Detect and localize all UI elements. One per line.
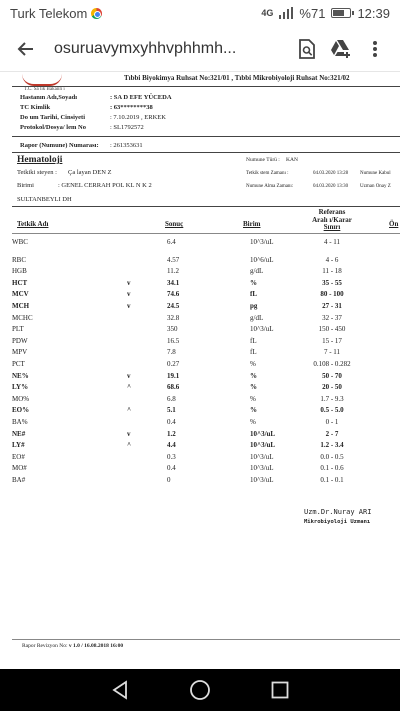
col-header-ref [298,209,366,232]
result-value: 7.8 [167,348,176,357]
table-row [12,325,400,337]
revision-value: v 1.0 / 16.08.2018 16:00 [68,643,124,649]
test-name: HCT [12,278,28,287]
divider [12,86,400,87]
result-unit: 10^3/uL [250,476,274,484]
battery-icon [331,8,351,18]
result-value: 68.6 [167,383,180,392]
test-name: MCH [12,302,30,310]
table-row [12,383,400,395]
test-name: HGB [12,267,27,276]
result-value: 34.1 [167,278,180,287]
table-row [12,290,400,302]
table-row [12,441,400,453]
test-name: MCV [12,290,29,299]
table-row [12,348,400,360]
sample-type-value: KAN [286,157,298,163]
result-flag: ^ [127,406,132,415]
reference-range: 150 - 450 [318,325,346,334]
carrier-area [10,6,261,21]
nav-home-icon [189,679,211,701]
result-value: 0.4 [167,464,176,473]
result-value: 19.1 [167,371,180,380]
patient-field-value: : 63********38 [110,104,153,111]
col-header-result: Sonuç [165,220,184,228]
unit-value: : GENEL CERRAH POL KL N K 2 [58,182,152,189]
result-unit: % [250,383,257,392]
test-name: RBC [12,255,27,264]
table-row [12,238,400,250]
ministry-name: T.C. Sa lık Bakanlı ı [24,87,65,92]
collect-time-label: Numune Alma Zamanı: [246,184,294,189]
reference-range: 0 - 1 [325,418,339,426]
result-unit: 10^3/uL [250,452,274,461]
reference-range: 15 - 17 [322,336,342,345]
table-row [12,267,400,279]
divider [12,639,400,640]
add-to-drive-icon [330,39,352,59]
col-header-name: Tetkik Adı [17,220,49,228]
result-unit: 10^3/uL [250,238,274,246]
patient-field-label: TC Kimlik [20,104,51,111]
nav-home-button[interactable] [180,670,220,710]
table-row [12,430,400,442]
reference-range: 20 - 50 [322,383,342,392]
ref-header-line1: Referans [318,208,346,216]
result-flag: v [127,278,131,287]
table-row [12,406,400,418]
result-unit: 10^3/uL [250,464,274,473]
col-header-extra: Ön [389,220,399,228]
back-button[interactable] [8,31,44,67]
patient-field-value: : SA D EFE YÜCEDA [110,94,172,101]
result-unit: g/dL [250,267,264,276]
patient-field-value: : 7.10.2019 , ERKEK [110,114,166,121]
result-unit: fL [250,348,257,357]
result-value: 32.8 [167,313,180,322]
result-value: 1.2 [167,429,176,438]
reference-range: 0.5 - 5.0 [320,406,344,415]
reference-range: 0.108 - 0.282 [313,360,351,368]
result-value: 4.57 [167,255,180,264]
status-right [261,6,390,21]
result-unit: 10^3/uL [250,325,274,334]
table-row [12,256,400,268]
app-toolbar [0,26,400,72]
divider [12,233,400,234]
table-row [12,302,400,314]
table-row [12,337,400,349]
test-name: LY# [12,441,25,450]
result-flag: v [127,302,131,310]
unit-location: SULTANBEYLI DH [17,196,72,203]
battery-fill [333,10,344,16]
report-no-label: Rapor (Numune) Numarası: [20,142,99,149]
sample-type-label: Numune Türü : [246,157,280,163]
reference-range: 0.1 - 0.1 [320,476,344,484]
test-name: LY% [12,383,29,392]
back-arrow-icon [16,39,36,59]
nav-back-button[interactable] [100,670,140,710]
nav-recents-button[interactable] [260,670,300,710]
request-time-value: 04.03.2020 13:28 [313,171,349,176]
result-value: 4.4 [167,441,176,450]
test-name: BA# [12,476,26,484]
reference-range: 4 - 11 [323,238,341,246]
result-value: 74.6 [167,290,180,299]
test-name: PLT [12,325,24,334]
revision-label: Rapor Revizyon No: [22,643,68,649]
result-unit: % [250,418,256,426]
patient-field-label: Do um Tarihi, Cinsiyeti [20,114,86,121]
result-flag: ^ [127,383,132,392]
result-unit: % [250,394,256,403]
result-unit: pg [250,302,258,310]
unit-label: Birimi [17,182,34,189]
document-url: osuruavymxyhhvphhmh... [54,39,237,57]
reference-range: 50 - 70 [322,371,342,380]
requester-value: Ça layan DEN Z [68,169,112,176]
result-value: 350 [167,325,178,334]
result-value: 5.1 [167,406,176,415]
search-in-page-icon [298,39,316,59]
result-value: 6.8 [167,394,176,403]
table-row [12,395,400,407]
test-name: MO% [12,394,30,403]
nav-back-icon [111,680,129,700]
search-in-page-button[interactable] [290,31,324,67]
reference-range: 80 - 100 [320,290,344,299]
sample-accept-label: Numune Kabul [360,171,391,176]
result-value: 16.5 [167,336,180,345]
test-name: PCT [12,360,25,368]
result-unit: fL [250,290,257,299]
result-unit: 10^3/uL [250,441,276,450]
signer-name: Uzm.Dr.Nuray ARI [304,508,372,516]
divider [12,136,400,137]
patient-field-label: Hastanın Adı,Soyadı [20,94,78,101]
reference-range: 32 - 37 [322,313,342,322]
test-name: NE# [12,429,26,438]
reference-range: 0.1 - 0.6 [320,464,344,473]
add-to-drive-button[interactable] [324,31,358,67]
reference-range: 1.7 - 9.3 [320,394,344,403]
ministry-logo [22,74,62,86]
result-flag: v [127,290,131,299]
table-row [12,418,400,430]
test-name: PDW [12,336,28,345]
request-time-label: Tetkik stem Zamanı : [246,171,289,176]
signal-icon [279,7,293,19]
more-options-button[interactable] [358,31,392,67]
test-name: MPV [12,348,28,357]
col-header-unit: Birim [243,220,261,228]
reference-range: 35 - 55 [322,278,342,287]
approver-label: Uzman Onay Z [360,184,391,189]
clock: 12:39 [357,5,390,21]
requester-label: Tetkiki steyen : [17,169,57,176]
nav-recents-icon [271,681,289,699]
table-row [12,360,400,372]
test-name: WBC [12,238,28,246]
test-name: MO# [12,464,27,473]
result-value: 0.3 [167,452,176,461]
test-name: MCHC [12,313,33,322]
pdf-document[interactable] [0,72,400,669]
reference-range: 2 - 7 [325,429,339,438]
result-flag: v [127,371,131,380]
table-row [12,464,400,476]
report-no-value: : 261353631 [110,142,143,149]
signer-title: Mikrobiyoloji Uzmanı [304,519,371,525]
result-unit: % [250,406,257,415]
chrome-icon [91,8,102,19]
table-row [12,453,400,465]
reference-range: 7 - 11 [323,348,341,357]
divider [12,206,400,207]
reference-range: 4 - 6 [325,255,339,264]
revision-footer [22,643,123,649]
table-row [12,372,400,384]
result-unit: 10^6/uL [250,255,274,264]
collect-time-value: 04.03.2020 13:30 [313,184,349,189]
permit-line: Tıbbi Biyokimya Ruhsat No:321/01 , Tıbbi Mikrobiyoloji Ruhsat No:321/02 [124,74,350,82]
divider [12,152,400,153]
result-value: 0 [167,476,171,484]
system-nav-bar [0,669,400,711]
ref-header-line3: Sınırı [323,223,341,231]
reference-range: 27 - 31 [322,302,342,310]
result-unit: 10^3/uL [250,429,276,438]
section-title: Hematoloji [17,155,63,165]
result-value: 24.5 [167,302,180,310]
patient-field-value: : SL1792572 [110,124,144,131]
table-row [12,314,400,326]
result-value: 11.2 [167,267,179,276]
result-value: 6.4 [167,238,176,246]
result-unit: % [250,371,257,380]
result-value: 0.4 [167,418,176,426]
ref-header-line2: Aralı ı/Karar [312,215,352,224]
table-row [12,279,400,291]
result-unit: % [250,360,256,368]
result-unit: g/dL [250,313,264,322]
patient-field-label: Protokol/Dosya/ lem No [20,124,86,131]
reference-range: 11 - 18 [322,267,342,276]
result-value: 0.27 [167,360,180,368]
test-name: EO# [12,452,25,461]
result-unit: fL [250,336,257,345]
test-name: EO% [12,406,30,415]
result-unit: % [250,278,257,287]
result-flag: ^ [127,441,132,450]
test-name: NE% [12,371,29,380]
reference-range: 1.2 - 3.4 [320,441,344,450]
test-name: BA% [12,418,28,426]
battery-percent: %71 [299,5,326,21]
carrier-name: Turk Telekom [10,5,88,21]
status-bar [0,0,400,26]
reference-range: 0.0 - 0.5 [320,452,344,461]
more-vert-icon [372,40,378,58]
table-row [12,476,400,488]
network-type: 4G [261,8,274,18]
result-flag: v [127,429,131,438]
